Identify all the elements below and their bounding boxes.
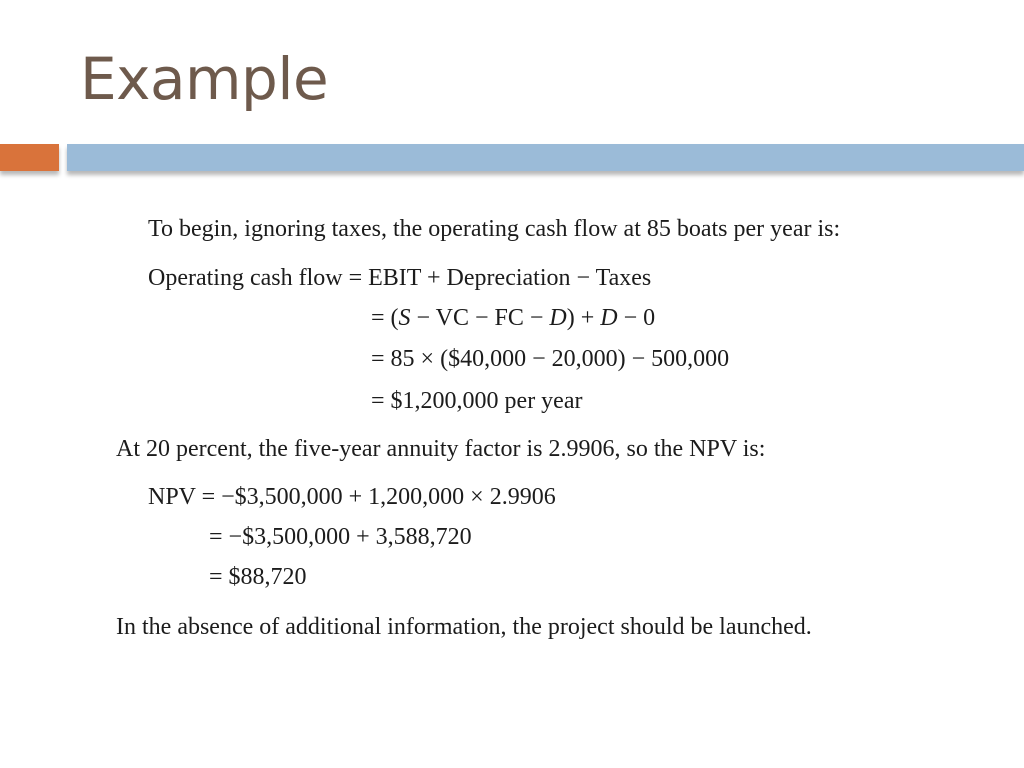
ocf-line-2-mid: − VC − FC − — [410, 305, 550, 331]
intro-text: To begin, ignoring taxes, the operating cash flow at 85 boats per year is: — [148, 216, 841, 242]
npv-line-3: = $88,720 — [209, 564, 307, 590]
ocf-line-3: = 85 × ($40,000 − 20,000) − 500,000 — [371, 346, 730, 372]
npv-line-1: NPV = −$3,500,000 + 1,200,000 × 2.9906 — [148, 484, 556, 510]
ocf-line-2 — [371, 306, 655, 330]
ocf-line-1: Operating cash flow = EBIT + Depreciation − Taxes — [148, 265, 652, 291]
annuity-text: At 20 percent, the five-year annuity factor is 2.9906, so the NPV is: — [116, 436, 766, 462]
accent-bar-blue — [67, 144, 1024, 171]
slide-title: Example — [80, 45, 329, 113]
var-d2: D — [600, 305, 618, 331]
ocf-line-4: = $1,200,000 per year — [371, 388, 583, 414]
npv-line-2: = −$3,500,000 + 3,588,720 — [209, 524, 472, 550]
conclusion-text: In the absence of additional information, the project should be launched. — [116, 614, 812, 640]
ocf-line-2-mid2: ) + — [566, 305, 601, 331]
ocf-line-2-end: − 0 — [617, 305, 656, 331]
accent-bar-orange — [0, 144, 59, 171]
ocf-line-2-eq: = ( — [371, 305, 399, 331]
var-s: S — [398, 305, 411, 331]
var-d: D — [549, 305, 567, 331]
